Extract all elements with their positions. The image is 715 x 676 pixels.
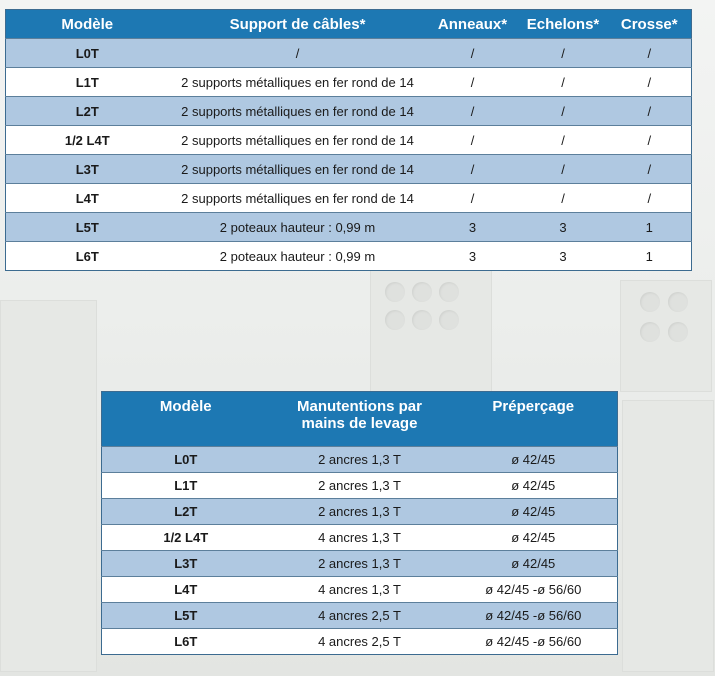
cell-manutention: 2 ancres 1,3 T [270, 551, 450, 577]
cell-echelons: / [519, 97, 608, 126]
cell-crosse: / [608, 126, 692, 155]
cell-manutention: 4 ancres 1,3 T [270, 577, 450, 603]
table-row [6, 126, 692, 155]
cell-preperçage: ø 42/45 [450, 473, 618, 499]
cell-crosse: / [608, 155, 692, 184]
cell-anneaux: / [427, 39, 519, 68]
cell-support: / [169, 39, 427, 68]
cell-anneaux: 3 [427, 242, 519, 271]
table-row [102, 603, 618, 629]
cell-preperçage: ø 42/45 -ø 56/60 [450, 577, 618, 603]
cell-crosse: / [608, 68, 692, 97]
cell-crosse: / [608, 97, 692, 126]
cell-crosse: 1 [608, 213, 692, 242]
header-echelons: Echelons* [519, 10, 608, 39]
cell-echelons: / [519, 126, 608, 155]
header-manutentions-line2: mains de levage [301, 415, 418, 432]
table-row [6, 184, 692, 213]
cell-manutention: 4 ancres 2,5 T [270, 629, 450, 655]
table-row [102, 473, 618, 499]
cell-support: 2 supports métalliques en fer rond de 14 [169, 184, 427, 213]
cell-model: L3T [102, 551, 270, 577]
cell-preperçage: ø 42/45 [450, 499, 618, 525]
table-row [102, 629, 618, 655]
cable-support-table [5, 9, 692, 271]
table-row [102, 499, 618, 525]
cell-manutention: 4 ancres 1,3 T [270, 525, 450, 551]
handling-table [101, 391, 618, 655]
cell-model: L6T [6, 242, 169, 271]
cell-preperçage: ø 42/45 [450, 551, 618, 577]
cell-echelons: / [519, 68, 608, 97]
cell-preperçage: ø 42/45 -ø 56/60 [450, 603, 618, 629]
cell-manutention: 2 ancres 1,3 T [270, 499, 450, 525]
cell-anneaux: / [427, 68, 519, 97]
table-row [6, 242, 692, 271]
cell-support: 2 poteaux hauteur : 0,99 m [169, 242, 427, 271]
cell-model: L4T [102, 577, 270, 603]
cell-support: 2 supports métalliques en fer rond de 14 [169, 68, 427, 97]
table-row [102, 525, 618, 551]
cell-model: L0T [6, 39, 169, 68]
cell-model: 1/2 L4T [102, 525, 270, 551]
cell-model: L2T [6, 97, 169, 126]
header-manutentions-line1: Manutentions par [296, 398, 422, 415]
cell-model: L4T [6, 184, 169, 213]
cell-echelons: 3 [519, 213, 608, 242]
table-row [6, 213, 692, 242]
cell-model: L0T [102, 447, 270, 473]
cell-model: L6T [102, 629, 270, 655]
cell-support: 2 supports métalliques en fer rond de 14 [169, 126, 427, 155]
cell-preperçage: ø 42/45 -ø 56/60 [450, 629, 618, 655]
header-support-cables: Support de câbles* [169, 10, 427, 39]
cell-model: L5T [6, 213, 169, 242]
table-header-row [102, 392, 618, 447]
cell-anneaux: / [427, 184, 519, 213]
cell-anneaux: / [427, 155, 519, 184]
table-row [102, 577, 618, 603]
header-preperçage: Préperçage [450, 392, 618, 447]
cell-model: 1/2 L4T [6, 126, 169, 155]
table-row [6, 97, 692, 126]
cell-support: 2 supports métalliques en fer rond de 14 [169, 155, 427, 184]
cell-model: L5T [102, 603, 270, 629]
header-anneaux: Anneaux* [427, 10, 519, 39]
header-modele: Modèle [102, 392, 270, 447]
cell-crosse: 1 [608, 242, 692, 271]
cell-anneaux: / [427, 97, 519, 126]
cell-echelons: / [519, 184, 608, 213]
cell-model: L1T [102, 473, 270, 499]
cell-echelons: 3 [519, 242, 608, 271]
header-crosse: Crosse* [608, 10, 692, 39]
cell-crosse: / [608, 39, 692, 68]
table-row [6, 68, 692, 97]
cell-support: 2 supports métalliques en fer rond de 14 [169, 97, 427, 126]
cell-echelons: / [519, 39, 608, 68]
cell-anneaux: 3 [427, 213, 519, 242]
table-row [102, 447, 618, 473]
cell-manutention: 4 ancres 2,5 T [270, 603, 450, 629]
cell-preperçage: ø 42/45 [450, 525, 618, 551]
table-row [6, 155, 692, 184]
cell-support: 2 poteaux hauteur : 0,99 m [169, 213, 427, 242]
table-row [6, 39, 692, 68]
header-manutentions [270, 392, 450, 447]
cell-model: L3T [6, 155, 169, 184]
cell-model: L1T [6, 68, 169, 97]
cell-manutention: 2 ancres 1,3 T [270, 447, 450, 473]
cell-echelons: / [519, 155, 608, 184]
cell-preperçage: ø 42/45 [450, 447, 618, 473]
header-modele: Modèle [6, 10, 169, 39]
cell-manutention: 2 ancres 1,3 T [270, 473, 450, 499]
cell-crosse: / [608, 184, 692, 213]
cell-anneaux: / [427, 126, 519, 155]
table-header-row [6, 10, 692, 39]
cell-model: L2T [102, 499, 270, 525]
table-row [102, 551, 618, 577]
